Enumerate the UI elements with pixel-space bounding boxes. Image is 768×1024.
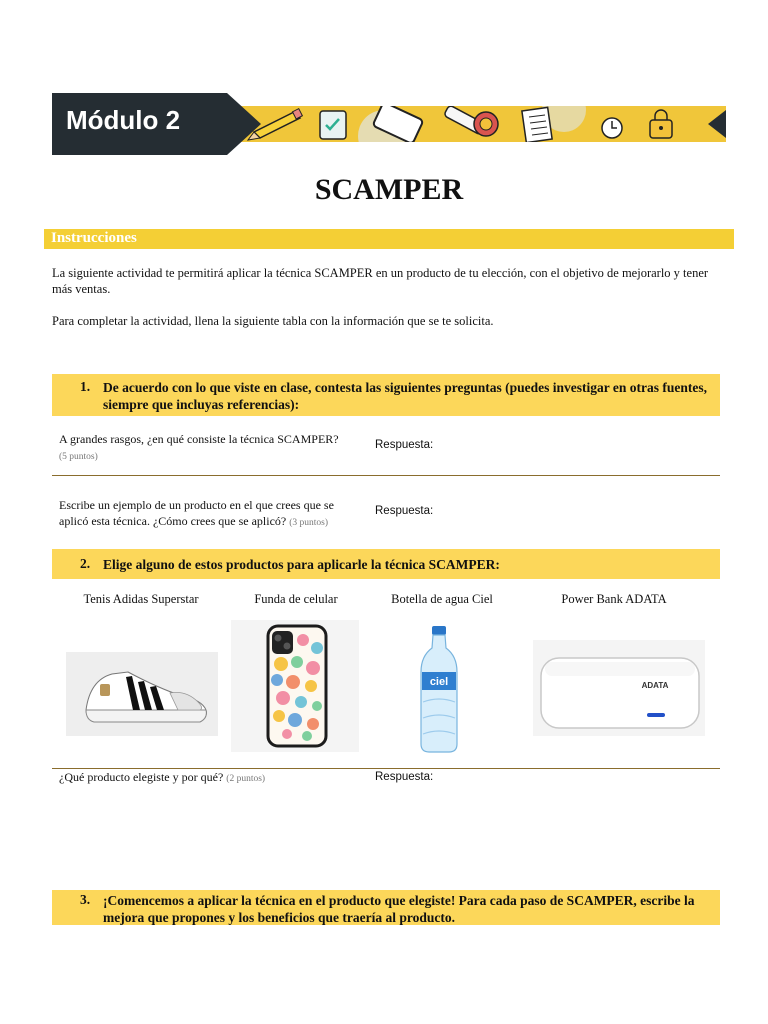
power-bank-image (533, 640, 705, 741)
product-name: Funda de celular (254, 592, 338, 606)
phone-case-image (231, 620, 359, 757)
section-1-number: 1. (80, 379, 91, 394)
banner-label-block (52, 93, 227, 155)
water-bottle-image (415, 626, 463, 759)
question-2-1 (59, 769, 359, 787)
question-1-2-points: (3 puntos) (289, 518, 329, 528)
question-1-1-points: (5 puntos) (59, 452, 98, 462)
sneaker-image (66, 652, 218, 741)
module-banner (52, 93, 726, 155)
question-2-1-points: (2 puntos) (226, 774, 266, 784)
powerbank-brand-label: ADATA (641, 681, 669, 690)
section-2-text: Elige alguno de estos productos para aplicarle la técnica SCAMPER: (103, 557, 500, 572)
product-name: Power Bank ADATA (561, 592, 667, 606)
instructions-paragraph-1: La siguiente actividad te permitirá aplicar la técnica SCAMPER en un producto de tu elección, con el objetivo de mejorarlo y tener más ventas. (52, 266, 709, 296)
section-2-number: 2. (80, 556, 91, 571)
product-name: Tenis Adidas Superstar (83, 592, 199, 606)
product-name: Botella de agua Ciel (391, 592, 493, 606)
question-1-2-text: Escribe un ejemplo de un producto en el que crees que se aplicó esta técnica. ¿Cómo crees que se aplicó? (59, 498, 334, 528)
module-title: Módulo 2 (66, 105, 181, 135)
bottle-brand-label: ciel (429, 676, 449, 688)
section-2-header (52, 549, 720, 579)
checklist-icon (320, 111, 346, 139)
document-icon (522, 107, 552, 142)
question-1-1 (59, 431, 359, 465)
section-3-text: ¡Comencemos a aplicar la técnica en el producto que elegiste! Para cada paso de SCAMPER, escribe la mejora que propones y los beneficios que traería al producto. (103, 893, 695, 925)
instructions-heading: Instrucciones (51, 230, 137, 246)
divider-line (52, 475, 720, 476)
question-1-1-text: A grandes rasgos, ¿en qué consiste la técnica SCAMPER? (59, 432, 339, 446)
section-3-number: 3. (80, 892, 91, 907)
answer-2-1-label: Respuesta: (375, 771, 434, 783)
award-badge-icon (474, 112, 498, 136)
banner-illustration (234, 106, 726, 142)
section-1-text: De acuerdo con lo que viste en clase, contesta las siguientes preguntas (puedes investigar en otras fuentes, siempre que incluyas referencias): (103, 380, 707, 412)
question-2-1-text: ¿Qué producto elegiste y por qué? (59, 770, 224, 784)
clock-icon (602, 118, 622, 138)
question-1-2 (59, 497, 351, 531)
instructions-header (44, 229, 734, 249)
answer-1-1-label: Respuesta: (375, 439, 434, 451)
page-title: SCAMPER (314, 173, 464, 206)
banner-arrow (227, 93, 261, 155)
answer-1-2-label: Respuesta: (375, 505, 434, 517)
section-1-header (52, 374, 720, 416)
instructions-paragraph-2: Para completar la actividad, llena la siguiente tabla con la información que se te solicita. (52, 314, 494, 328)
section-3-header (52, 890, 720, 925)
